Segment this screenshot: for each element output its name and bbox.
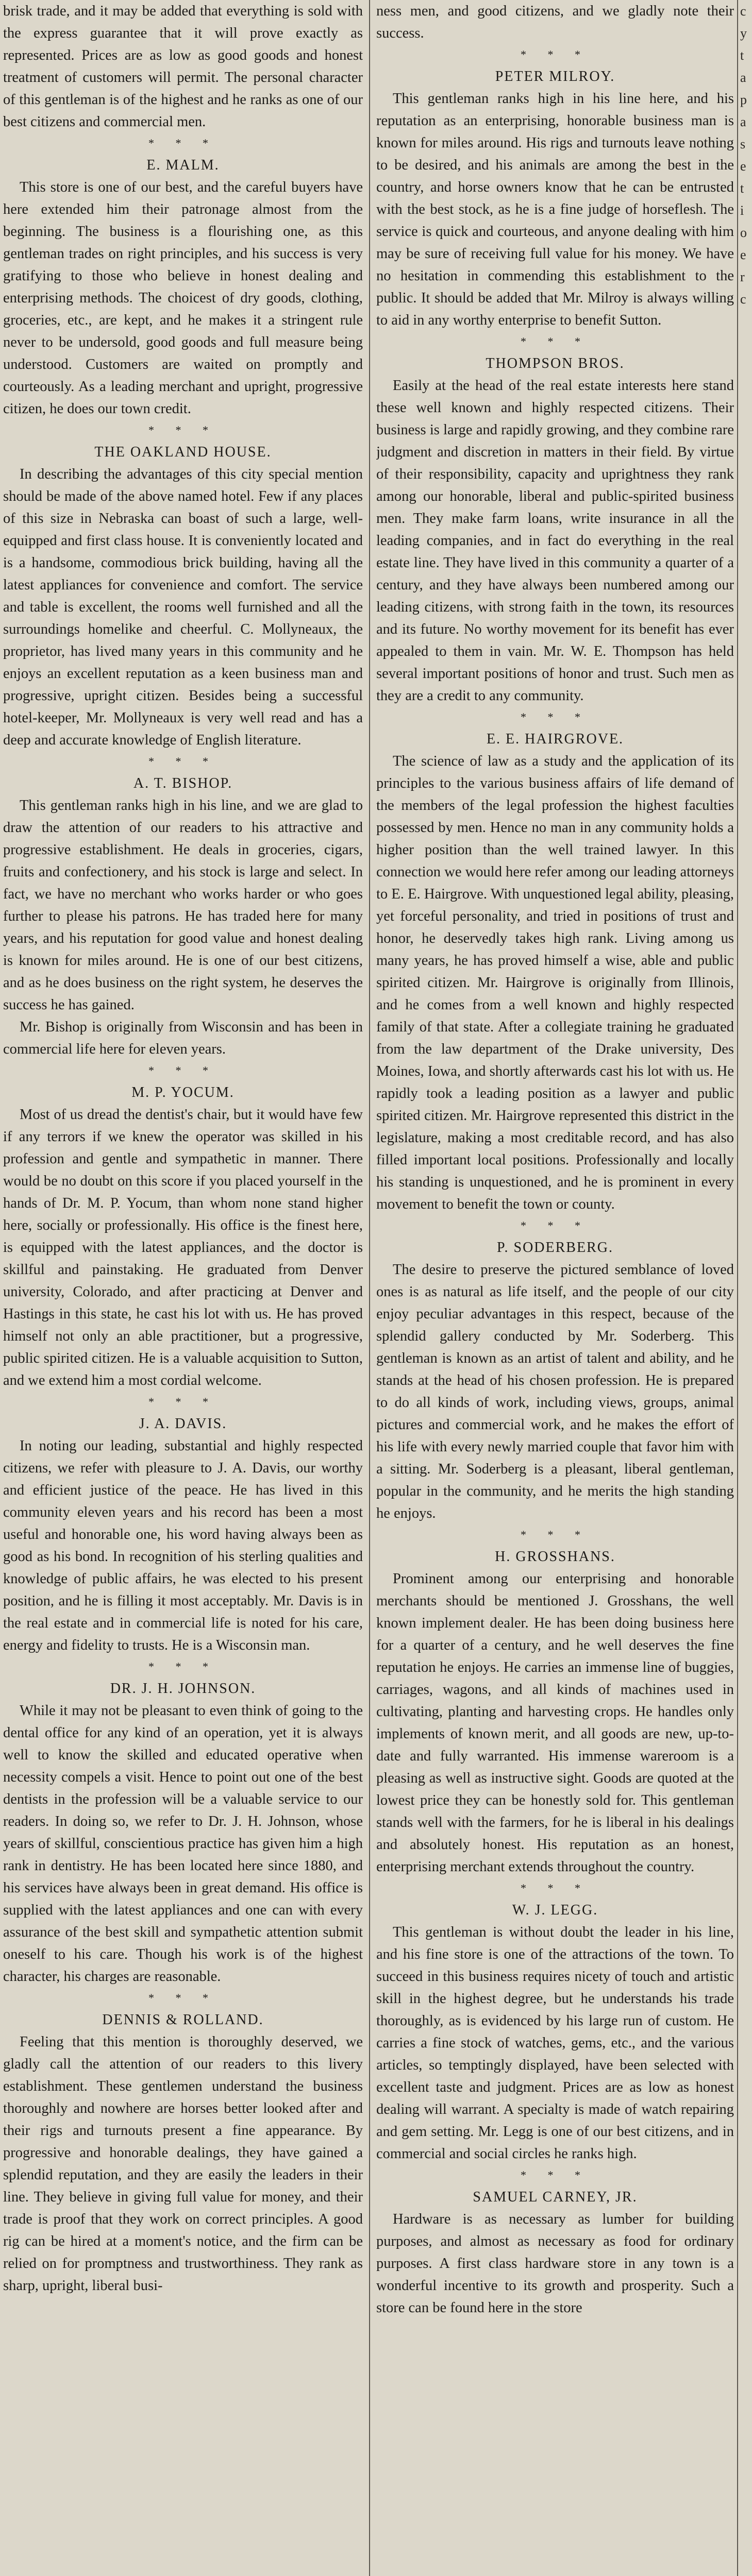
article-paragraph: While it may not be pleasant to even think of going to the dental office for any kind of an operation, yet it is always well to know the skilled and educated operative when necessity compels a visit. Hence to point out one of the best dentists in the profession will be a valuable service to our readers. In doing so, we refer to Dr. J. H. Johnson, whose years of skillful, conscientious practice has given him a high rank in dentistry. He has been located here since 1880, and his services have always been in great demand. His office is supplied with the latest appliances and one can with every assurance of the best skill and sympathetic attention submit oneself to his care. Though his work is of the highest character, his charges are reasonable. [3,1703,363,1985]
edge-fragment-line: c [740,4,746,19]
section-separator: * * * [521,48,590,61]
article-paragraph: This gentleman is without doubt the leader in his line, and his fine store is one of the attractions of the town. To succeed in this business requires nicety of touch and artistic skill in the highest degree, but he understands his trade thoroughly, as is evidenced by his large run of custom. He carries a fine stock of watches, gems, etc., and the various articles, so temptingly displayed, have been selected with excellent taste and judgment. Prices are as low as honest dealing will warrant. A specialty is made of watch repairing and gem setting. Mr. Legg is one of our best citizens, and in commercial and social circles he ranks high. [376,1924,734,2162]
left-column [3,0,363,2576]
article-paragraph: This gentleman ranks high in his line, and we are glad to draw the attention of our readers to his attractive and progressive establishment. He deals in groceries, cigars, fruits and confectionery, and his stock is large and select. In fact, we have no merchant who works harder or who goes further to please his patrons. He has traded here for many years, and his reputation for good value and honest dealing is known for miles around. He is one of our best citizens, and as he does business on the right system, he deserves the success he has gained. [3,798,363,1013]
article-paragraph: Hardware is as necessary as lumber for building purposes, and almost as necessary as food for ordinary purposes. A first class hardware store in any town is a wonderful incentive to its growth and prosperity. Such a store can be found here in the store [376,2211,734,2316]
article-paragraph: Easily at the head of the real estate interests here stand these well known and highly respected citizens. Their business is large and rapidly growing, and they combine rare judgment and discretion in matters in their field. By virtue of their responsibility, capacity and uprightness they rank among our honorable, liberal and public-spirited business men. They make farm loans, write insurance in all the leading companies, and in fact do everything in the real estate line. They have lived in this community a quarter of a century, and they have always been numbered among our leading citizens, with strong faith in the town, its resources and its future. No worthy movement for its benefit has ever appealed to them in vain. Mr. W. E. Thompson has held several important positions of honor and trust. Such men as they are a credit to any community. [376,378,734,704]
section-separator: * * * [521,1528,590,1541]
heading-dennis-rolland: DENNIS & ROLLAND. [102,2012,264,2028]
section-separator: * * * [148,1064,218,1077]
heading-w-j-legg: W. J. LEGG. [512,1902,598,1918]
section-separator: * * * [148,1660,218,1673]
heading-the-oakland-house: THE OAKLAND HOUSE. [94,444,272,460]
article-paragraph: The desire to preserve the pictured semblance of loved ones is as natural as life itself, and the people of our city enjoy peculiar advantages in this respect, because of the splendid gallery conducted by Mr. Soderberg. This gentleman is known as an artist of talent and ability, and he stands at the head of his chosen profession. He is prepared to do all kinds of work, including views, groups, animal pictures and commercial work, and he makes the effort of his life with every newly married couple that favor him with a sitting. Mr. Soderberg is a pleasant, liberal gentleman, popular in the community, and he merits the high standing he enjoys. [376,1262,734,1521]
heading-thompson-bros: THOMPSON BROS. [486,355,625,371]
edge-fragment-line: p [740,92,747,107]
article-paragraph: Most of us dread the dentist's chair, but it would have few if any terrors if we knew the operator was skilled in his profession and gentle and sympathetic in manner. There would be no doubt on this score if you placed yourself in the hands of Dr. M. P. Yocum, than whom none stand higher here, socially or professionally. His office is the finest here, is equipped with the latest appliances, and the doctor is skillful and painstaking. He graduated from Denver university, Colorado, and after practicing at Denver and Hastings in this state, he cast his lot with us. He has proved himself not only an able practitioner, but a progressive, public spirited citizen. He is a valuable acquisition to Sutton, and we extend him a most cordial welcome. [3,1107,363,1388]
article-paragraph: Feeling that this mention is thoroughly deserved, we gladly call the attention of our readers to this livery establishment. These gentlemen understand the business thoroughly and nowhere are horses better looked after and their rigs and turnouts present a fine appearance. By progressive and honorable dealings, they have gained a splendid reputation, and they are easily the leaders in their line. They believe in giving full value for money, and their trade is proof that they work on correct principles. A good rig can be hired at a moment's notice, and the firm can be relied on for promptness and trustworthiness. They rank as sharp, upright, liberal busi- [3,2034,363,2294]
heading-j-a-davis: J. A. DAVIS. [139,1416,227,1432]
article-paragraph: In describing the advantages of this city special mention should be made of the above named hotel. Few if any places of this size in Nebraska can boast of such a large, well-equipped and first class house. It is conveniently located and is a handsome, commodious brick building, having all the latest appliances for convenience and comfort. The service and table is excellent, the rooms well furnished and all the surroundings homelike and cheerful. C. Mollyneaux, the proprietor, has lived many years in this community and he enjoys an excellent reputation as a keen business man and progressive, upright citizen. Besides being a successful hotel-keeper, Mr. Mollyneaux is very well read and has a deep and accurate knowledge of English literature. [3,466,363,748]
heading-samuel-carney-jr: SAMUEL CARNEY, JR. [473,2189,638,2205]
edge-fragment-line: y [740,26,747,41]
edge-fragment-line: s [740,137,746,151]
heading-e-e-hairgrove: E. E. HAIRGROVE. [486,731,624,747]
heading-p-soderberg: P. SODERBERG. [497,1240,613,1256]
continued-paragraph: brisk trade, and it may be added that everything is sold with the express guarantee that it will prove exactly as represented. Prices are as low as good goods and honest treatment of customers will permit. The personal character of this gentleman is of the highest and he ranks as one of our best citizens and commercial men. [3,3,363,130]
edge-fragment-line: a [740,70,746,85]
article-paragraph: In noting our leading, substantial and highly respected citizens, we refer with pleasure to J. A. Davis, our worthy and efficient justice of the peace. He has lived in this community eleven years and his record has been a most useful and honorable one, his word having always been as good as his bond. In recognition of his sterling qualities and knowledge of public affairs, he was elected to his present position, and he is filling it most acceptably. Mr. Davis is in the real estate and in commercial life is noted for his care, energy and fidelity to trusts. He is a Wisconsin man. [3,1438,363,1653]
article-paragraph: This gentleman ranks high in his line here, and his reputation as an enterprising, honorable business man is known for miles around. His rigs and turnouts leave nothing to be desired, and his animals are among the best in the country, and horse owners know that he can be entrusted with the best stock, as he is a fine judge of horseflesh. The service is quick and courteous, and anyone dealing with him may be sure of receiving full value for his money. We have no hesitation in commending this establishment to the public. It should be added that Mr. Milroy is always willing to aid in any worthy enterprise to benefit Sutton. [376,91,734,328]
edge-fragment-line: t [740,181,744,196]
article-paragraph: Prominent among our enterprising and honorable merchants should be mentioned J. Grosshans, the well known implement dealer. He has been doing business here for a quarter of a century, and he well deserves the fine reputation he enjoys. He carries an immense line of buggies, carriages, wagons, and all kinds of machines used in cultivating, planting and harvesting crops. He handles only implements of known merit, and all goods are new, up-to-date and fully warranted. His immense wareroom is a pleasing as well as instructive sight. Goods are quoted at the lowest price they can be honestly sold for. This gentleman stands well with the farmers, for he is liberal in his dealings and absolutely honest. His reputation as an honest, enterprising merchant extends throughout the country. [376,1571,734,1875]
column-rule [737,0,738,2576]
article-paragraph: Mr. Bishop is originally from Wisconsin and has been in commercial life here for eleven years. [3,1019,363,1057]
heading-peter-milroy: PETER MILROY. [495,69,615,84]
adjacent-column-fragment [740,0,752,2576]
column-rule [369,0,370,2576]
heading-h-grosshans: H. GROSSHANS. [495,1549,615,1565]
edge-fragment-line: e [740,159,746,174]
edge-fragment-line: a [740,114,746,129]
section-separator: * * * [521,710,590,723]
heading-dr-j-h-johnson: DR. J. H. JOHNSON. [110,1681,256,1697]
edge-fragment-line: i [740,203,744,218]
section-separator: * * * [521,1219,590,1232]
section-separator: * * * [148,755,218,768]
article-paragraph: The science of law as a study and the application of its principles to the various business affairs of life demand of the members of the legal profession the highest faculties possessed by men. Hence no man in any community holds a higher position than the well trained lawyer. In this connection we would here refer among our leading attorneys to E. E. Hairgrove. With unquestioned legal ability, pleasing, yet forceful personality, and tried in positions of trust and honor, he deservedly takes high rank. Living among us many years, he has proved himself a wise, able and public spirited citizen. Mr. Hairgrove is originally from Illinois, and he comes from a well known and highly respected family of that state. After a collegiate training he graduated from the law department of the Drake university, Des Moines, Iowa, and shortly afterwards cast his lot with us. He rapidly took a leading position as a lawyer and public spirited citizen. Mr. Hairgrove represented this district in the legislature, making a most creditable record, and has also filled important local positions. Professionally and locally his standing is unquestioned, and he is prominent in every movement to benefit the town or county. [376,753,734,1212]
edge-fragment-line: t [740,48,744,63]
edge-fragment-line: r [740,269,745,284]
heading-m-p-yocum: M. P. YOCUM. [131,1084,235,1100]
section-separator: * * * [148,1991,218,2004]
continued-paragraph: ness men, and good citizens, and we gladly note their success. [376,3,734,41]
section-separator: * * * [521,335,590,348]
section-separator: * * * [521,1882,590,1894]
section-separator: * * * [148,137,218,149]
right-column [376,0,734,2576]
heading-e-malm: E. MALM. [146,157,220,173]
edge-fragment-line: c [740,292,746,307]
article-paragraph: This store is one of our best, and the careful buyers have here extended him their patronage almost from the beginning. The business is a flourishing one, as this gentleman trades on right principles, and his success is very gratifying to those who believe in honest dealing and enterprising methods. The choicest of dry goods, clothing, groceries, etc., are kept, and he makes it a stringent rule never to be undersold, good goods and full measure being understood. Customers are waited on promptly and courteously. As a leading merchant and upright, progressive citizen, he does our town credit. [3,179,363,417]
section-separator: * * * [521,2168,590,2181]
edge-fragment-line: o [740,225,747,240]
section-separator: * * * [148,423,218,436]
section-separator: * * * [148,1395,218,1408]
heading-a-t-bishop: A. T. BISHOP. [133,775,233,791]
edge-fragment-line: e [740,247,746,262]
